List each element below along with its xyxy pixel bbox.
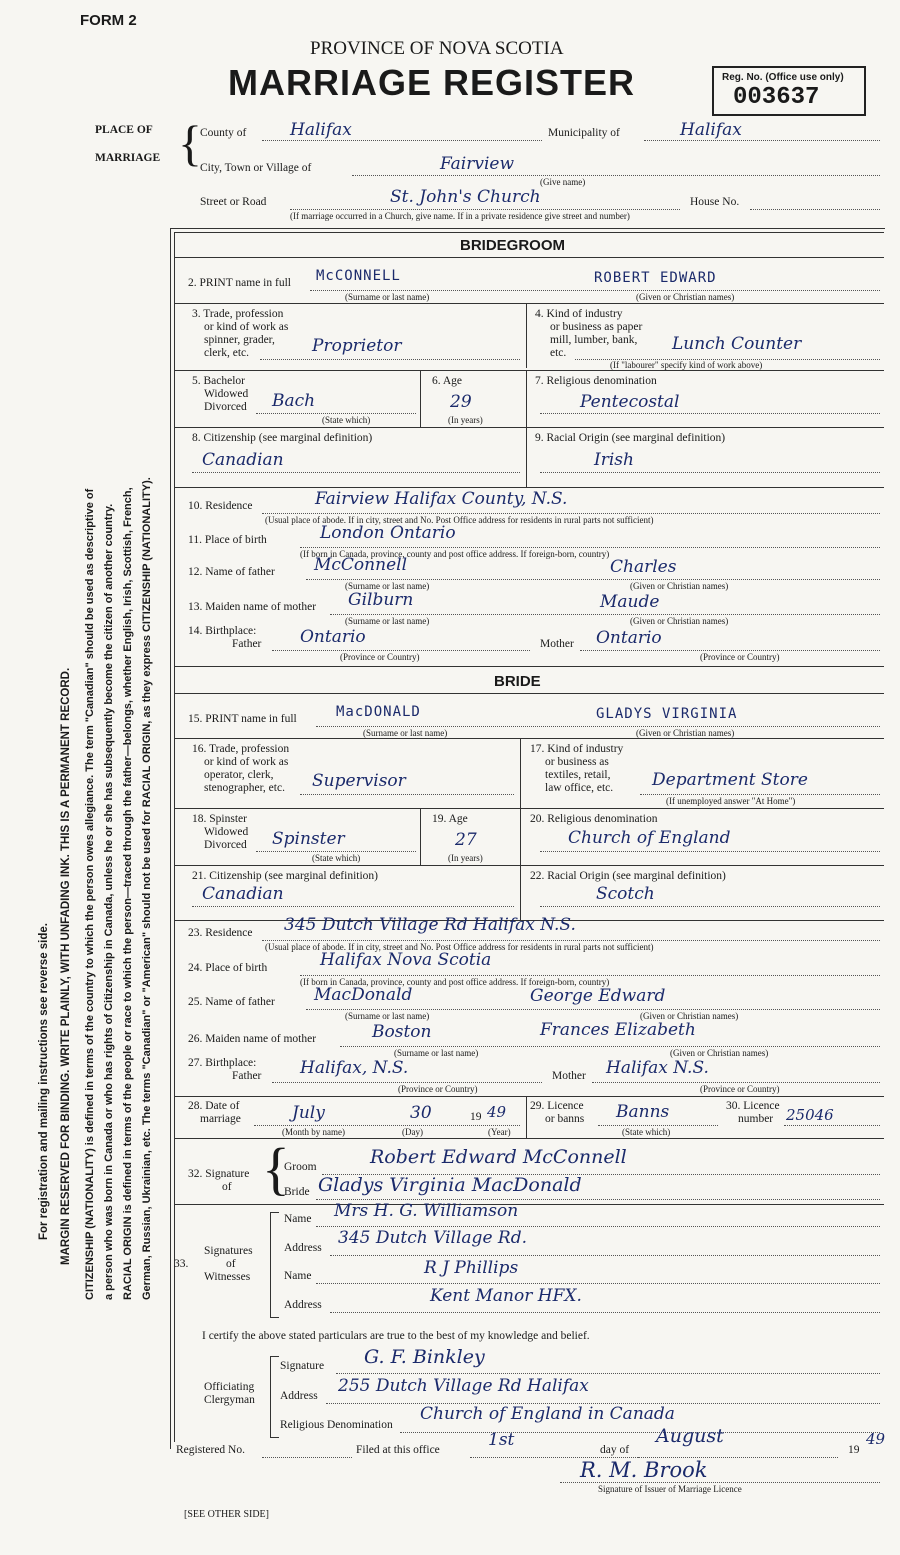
bride-industry-label-d: law office, etc. [545, 782, 614, 794]
bride-status: Spinster [272, 829, 345, 849]
groom-given: ROBERT EDWARD [594, 270, 717, 286]
groom-mother-surname: Gilburn [348, 590, 414, 610]
groom-father-label: 12. Name of father [188, 566, 275, 578]
side-racial-def-2: German, Russian, Ukrainian, etc. The terms "Canadian" or "American" should not be used for RACIAL ORIGIN, as they express CITIZENSHIP (NATIONALITY). [141, 477, 153, 1300]
witness1-address: 345 Dutch Village Rd. [338, 1228, 527, 1248]
bride-religion-label: 20. Religious denomination [530, 813, 658, 825]
bridegroom-heading: BRIDEGROOM [460, 237, 565, 254]
filed-day: 1st [488, 1430, 515, 1450]
witnesses-label-b: of [226, 1258, 236, 1270]
bride-father-prov-note: (Province or Country) [398, 1084, 478, 1094]
groom-religion: Pentecostal [580, 392, 680, 412]
groom-trade-label-a: 3. Trade, profession [192, 308, 284, 320]
groom-given-note: (Given or Christian names) [636, 292, 735, 302]
bride-sig-label: Bride [284, 1186, 310, 1198]
groom-trade-label-d: clerk, etc. [204, 347, 250, 359]
marriage-year-note: (Year) [488, 1127, 511, 1137]
groom-citizenship: Canadian [202, 450, 284, 470]
bride-industry-note: (If unemployed answer "At Home") [666, 796, 796, 806]
groom-residence: Fairview Halifax County, N.S. [315, 489, 568, 509]
groom-father-birthplace: Ontario [300, 627, 366, 647]
bride-status-label-b: Widowed [204, 826, 249, 838]
witness1-address-label: Address [284, 1242, 322, 1254]
bride-mother-birthplace: Halifax N.S. [606, 1058, 709, 1078]
county-label: County of [200, 127, 247, 139]
groom-religion-label: 7. Religious denomination [535, 375, 657, 387]
groom-residence-note: (Usual place of abode. If in city, street and No. Post Office address for residents in rural parts not sufficient) [265, 515, 654, 525]
groom-age-note: (In years) [448, 415, 483, 425]
registered-no-label: Registered No. [176, 1444, 245, 1456]
street-label: Street or Road [200, 196, 267, 208]
marriage-day: 30 [410, 1103, 432, 1123]
municipality-label: Municipality of [548, 127, 620, 139]
bride-surname: MacDONALD [336, 704, 421, 720]
bride-signature: Gladys Virginia MacDonald [318, 1174, 582, 1196]
reg-no-value: 003637 [733, 84, 820, 111]
bride-racial-label: 22. Racial Origin (see marginal definition) [530, 870, 726, 882]
witness2-address: Kent Manor HFX. [430, 1286, 582, 1306]
bride-trade-label-b: or kind of work as [204, 756, 289, 768]
bride-father-surname-note: (Surname or last name) [345, 1011, 430, 1021]
marriage-date-label-b: marriage [200, 1113, 241, 1125]
province-heading: PROVINCE OF NOVA SCOTIA [310, 38, 564, 59]
bride-father-birthplace: Halifax, N.S. [300, 1058, 409, 1078]
bride-residence-note: (Usual place of abode. If in city, street and No. Post Office address for residents in rural parts not sufficient) [265, 942, 654, 952]
witness1-name-label: Name [284, 1213, 312, 1225]
witness2-address-label: Address [284, 1299, 322, 1311]
groom-signature: Robert Edward McConnell [370, 1146, 627, 1168]
groom-state-note: (State which) [322, 415, 371, 425]
side-citizenship-def-1: CITIZENSHIP (NATIONALITY) is defined in terms of the country to which the person owes allegiance. The term "Canadian" should be used as descriptive of [84, 488, 96, 1300]
bride-religion: Church of England [568, 828, 731, 848]
groom-racial-label: 9. Racial Origin (see marginal definition) [535, 432, 726, 444]
marriage-year: 49 [487, 1103, 507, 1121]
bride-status-label-c: Divorced [204, 839, 247, 851]
groom-mother-given-note: (Given or Christian names) [630, 616, 729, 626]
bride-given-note: (Given or Christian names) [636, 728, 735, 738]
bride-citizenship: Canadian [202, 884, 284, 904]
groom-birthplace-note: (If born in Canada, province, county and post office address. If foreign-born, country) [300, 549, 610, 559]
marriage-date-label-a: 28. Date of [188, 1100, 240, 1112]
side-instructions: For registration and mailing instructions see reverse side. [38, 923, 50, 1240]
bride-parent-birthplace-label: 27. Birthplace: [188, 1057, 257, 1069]
day-of-label: day of [600, 1444, 630, 1456]
bride-birthplace-label: 24. Place of birth [188, 962, 268, 974]
groom-status-label-b: Widowed [204, 388, 249, 400]
marriage-year-prefix: 19 [470, 1111, 482, 1123]
clergy-address: 255 Dutch Village Rd Halifax [338, 1376, 589, 1396]
groom-father-prov-note: (Province or Country) [340, 652, 420, 662]
bride-industry-label-b: or business as [545, 756, 609, 768]
place-label-1: PLACE OF [95, 124, 153, 136]
witness2-name: R J Phillips [424, 1258, 519, 1278]
bride-father-surname: MacDonald [314, 985, 413, 1005]
bride-father-given: George Edward [530, 986, 666, 1006]
bride-father-given-note: (Given or Christian names) [640, 1011, 739, 1021]
bride-mother-prov-note: (Province or Country) [700, 1084, 780, 1094]
bride-citizenship-label: 21. Citizenship (see marginal definition) [192, 870, 378, 882]
bride-residence-label: 23. Residence [188, 927, 253, 939]
filed-year-prefix: 19 [848, 1444, 860, 1456]
marriage-month: July [292, 1103, 325, 1123]
groom-father-surname-note: (Surname or last name) [345, 581, 430, 591]
officiating-label: Officiating [204, 1381, 255, 1393]
certification-text: I certify the above stated particulars are true to the best of my knowledge and belief. [202, 1330, 590, 1342]
groom-trade: Proprietor [312, 336, 402, 356]
municipality-value: Halifax [680, 120, 742, 140]
issuer-label: Signature of Issuer of Marriage Licence [598, 1484, 742, 1494]
bride-mother-surname-note: (Surname or last name) [394, 1048, 479, 1058]
groom-birthplace-label: 11. Place of birth [188, 534, 267, 546]
give-name-note: (Give name) [540, 177, 586, 187]
groom-mother-prov-note: (Province or Country) [700, 652, 780, 662]
bride-trade: Supervisor [312, 771, 406, 791]
groom-mother-given: Maude [600, 592, 660, 612]
filed-month: August [656, 1425, 724, 1447]
groom-mother-bp-label: Mother [540, 638, 574, 650]
groom-citizenship-label: 8. Citizenship (see marginal definition) [192, 432, 373, 444]
groom-birthplace: London Ontario [320, 523, 456, 543]
witness1-name: Mrs H. G. Williamson [334, 1201, 519, 1221]
bride-age-label: 19. Age [432, 813, 468, 825]
city-value: Fairview [440, 154, 514, 174]
groom-industry-label-b: or business as paper [550, 321, 643, 333]
witnesses-label-a: Signatures [204, 1245, 253, 1257]
groom-sig-label: Groom [284, 1161, 317, 1173]
side-racial-def-1: RACIAL ORIGIN is defined in terms of the people or race to which the person—traced through the father—belongs, whether English, Irish, Scottish, French, [122, 487, 134, 1300]
groom-surname: McCONNELL [316, 268, 401, 284]
clergyman-label: Clergyman [204, 1394, 255, 1406]
licence-number: 25046 [786, 1106, 834, 1124]
groom-industry-note: (If "labourer" specify kind of work above) [610, 360, 763, 370]
bride-father-bp-label: Father [232, 1070, 262, 1082]
clergy-bracket [270, 1356, 279, 1438]
groom-father-bp-label: Father [232, 638, 262, 650]
clergy-denomination: Church of England in Canada [420, 1404, 675, 1424]
groom-status-label-c: Divorced [204, 401, 247, 413]
bride-mother-bp-label: Mother [552, 1070, 586, 1082]
street-value: St. John's Church [390, 187, 541, 207]
groom-age-label: 6. Age [432, 375, 463, 387]
groom-parent-birthplace-label: 14. Birthplace: [188, 625, 257, 637]
clergy-signature-label: Signature [280, 1360, 325, 1372]
side-citizenship-def-2: a person who was born in Canada or who has rights of Citizenship in Canada, unless he or she has subsequently become the citizen of another country. [103, 503, 115, 1300]
place-label-2: MARRIAGE [95, 152, 161, 164]
groom-mother-birthplace: Ontario [596, 628, 662, 648]
bride-status-label-a: 18. Spinster [192, 813, 247, 825]
groom-status-label-a: 5. Bachelor [192, 375, 246, 387]
bride-state-note: (State which) [312, 853, 361, 863]
groom-father-given: Charles [610, 557, 677, 577]
marriage-month-note: (Month by name) [282, 1127, 345, 1137]
bride-given: GLADYS VIRGINIA [596, 706, 738, 722]
groom-industry: Lunch Counter [672, 334, 802, 354]
page-title: MARRIAGE REGISTER [228, 62, 636, 103]
bride-mother-label: 26. Maiden name of mother [188, 1033, 317, 1045]
bride-trade-label-d: stenographer, etc. [204, 782, 285, 794]
licence-label-b: or banns [545, 1113, 585, 1125]
bride-father-label: 25. Name of father [188, 996, 275, 1008]
groom-industry-label-c: mill, lumber, bank, [550, 334, 638, 346]
county-value: Halifax [290, 120, 352, 140]
bride-industry: Department Store [652, 770, 808, 790]
witness2-name-label: Name [284, 1270, 312, 1282]
groom-racial: Irish [594, 450, 634, 470]
city-label: City, Town or Village of [200, 162, 312, 174]
groom-surname-note: (Surname or last name) [345, 292, 430, 302]
bride-surname-note: (Surname or last name) [363, 728, 448, 738]
groom-mother-surname-note: (Surname or last name) [345, 616, 430, 626]
witnesses-label-c: Witnesses [204, 1271, 251, 1283]
licence-state-note: (State which) [622, 1127, 671, 1137]
bride-mother-surname: Boston [372, 1022, 432, 1042]
bride-age-note: (In years) [448, 853, 483, 863]
licence-number-label-b: number [738, 1113, 774, 1125]
house-no-label: House No. [690, 196, 740, 208]
reg-no-label: Reg. No. (Office use only) [722, 72, 844, 83]
clergy-addr-label: Address [280, 1390, 318, 1402]
witness-bracket [270, 1212, 279, 1318]
bride-age: 27 [455, 830, 477, 850]
clergy-signature: G. F. Binkley [364, 1346, 485, 1368]
issuer-signature: R. M. Brook [580, 1458, 708, 1482]
groom-industry-label-d: etc. [550, 347, 567, 359]
groom-trade-label-b: or kind of work as [204, 321, 289, 333]
filed-label: Filed at this office [356, 1444, 440, 1456]
groom-mother-label: 13. Maiden name of mother [188, 601, 317, 613]
signature-of-label-b: of [222, 1181, 232, 1193]
bride-mother-given-note: (Given or Christian names) [670, 1048, 769, 1058]
bride-trade-label-a: 16. Trade, profession [192, 743, 290, 755]
side-binding-note: MARGIN RESERVED FOR BINDING. WRITE PLAINLY, WITH UNFADING INK. THIS IS A PERMANENT RECORD. [60, 667, 72, 1265]
signature-of-label-a: 32. Signature [188, 1168, 250, 1180]
form-number: FORM 2 [80, 12, 137, 29]
licence-label-a: 29. Licence [530, 1100, 584, 1112]
place-brace: { [178, 115, 202, 171]
bride-birthplace-note: (If born in Canada, province, county and post office address. If foreign-born, country) [300, 977, 610, 987]
bride-industry-label-c: textiles, retail, [545, 769, 611, 781]
filed-year: 49 [866, 1430, 886, 1448]
bride-racial: Scotch [596, 884, 655, 904]
licence-number-label-a: 30. Licence [726, 1100, 780, 1112]
denomination-label: Religious Denomination [280, 1419, 393, 1431]
signature-brace: { [262, 1136, 290, 1201]
groom-age: 29 [450, 392, 472, 412]
bride-birthplace: Halifax Nova Scotia [320, 950, 492, 970]
groom-industry-label-a: 4. Kind of industry [535, 308, 623, 320]
bride-mother-given: Frances Elizabeth [540, 1020, 696, 1040]
groom-trade-label-c: spinner, grader, [204, 334, 275, 346]
groom-name-label: 2. PRINT name in full [188, 277, 291, 289]
groom-father-given-note: (Given or Christian names) [630, 581, 729, 591]
marriage-day-note: (Day) [402, 1127, 423, 1137]
groom-residence-label: 10. Residence [188, 500, 253, 512]
licence-type: Banns [616, 1102, 670, 1122]
bride-trade-label-c: operator, clerk, [204, 769, 274, 781]
bride-heading: BRIDE [494, 673, 541, 690]
bride-industry-label-a: 17. Kind of industry [530, 743, 624, 755]
street-note: (If marriage occurred in a Church, give name. If in a private residence give street and number) [290, 211, 630, 221]
groom-father-surname: McConnell [314, 555, 408, 575]
bride-residence: 345 Dutch Village Rd Halifax N.S. [284, 915, 576, 935]
groom-status: Bach [272, 391, 316, 411]
bride-name-label: 15. PRINT name in full [188, 713, 297, 725]
witnesses-number: 33. [174, 1258, 189, 1270]
see-other-side: [SEE OTHER SIDE] [184, 1509, 269, 1520]
